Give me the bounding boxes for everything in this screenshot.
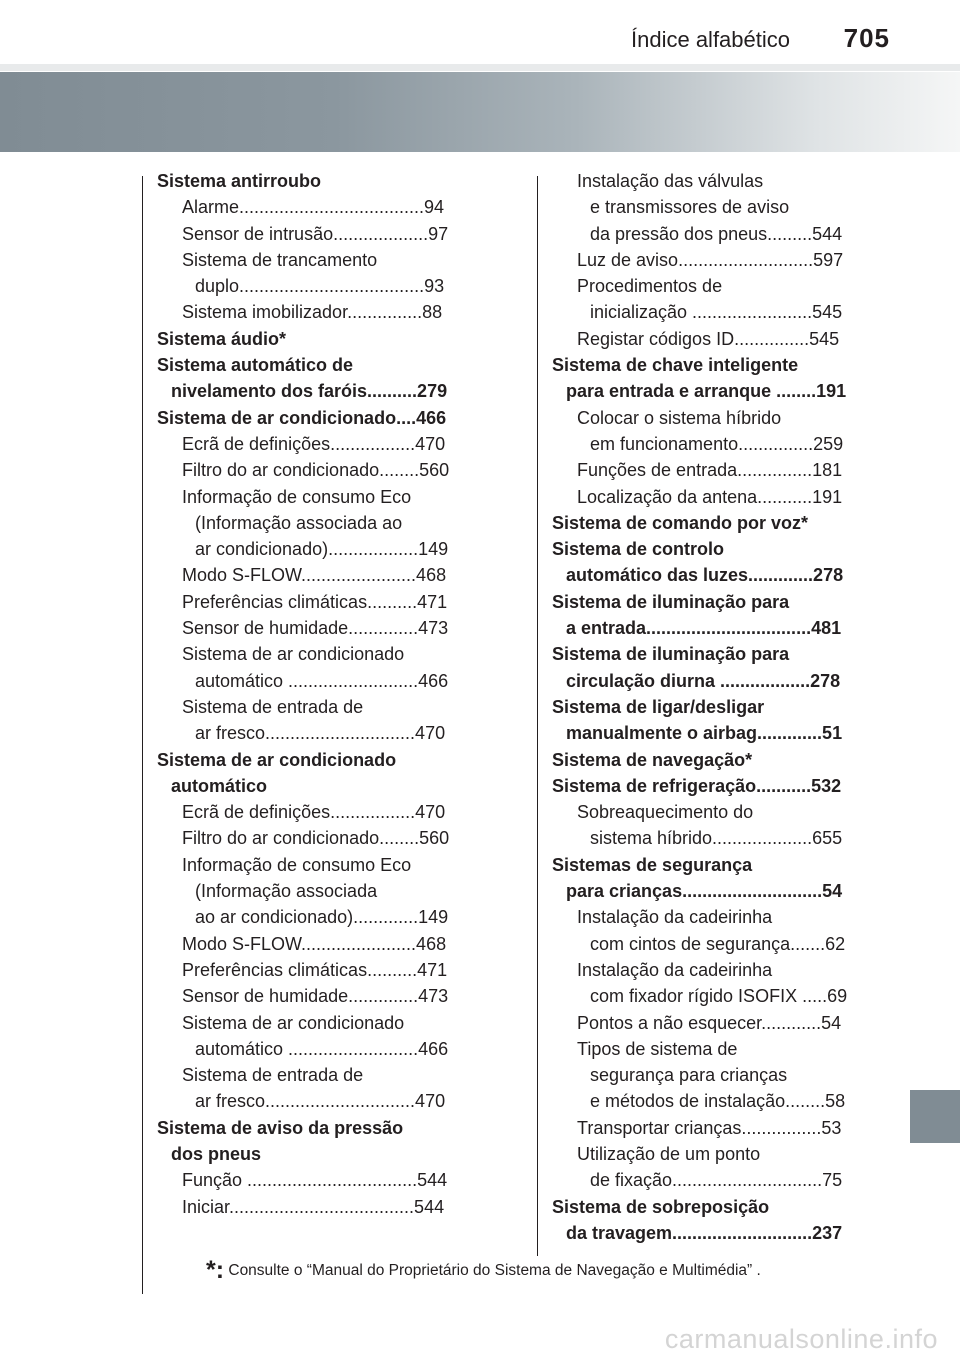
index-entry: sistema híbrido....................655 <box>590 828 843 849</box>
index-entry: Sistema de aviso da pressão <box>157 1117 404 1138</box>
index-entry: Sensor de intrusão...................97 <box>182 223 449 244</box>
index-entry: Sobreaquecimento do <box>577 802 754 823</box>
index-entry: Sistema de ar condicionado <box>182 1012 405 1033</box>
index-entry: Tipos de sistema de <box>577 1038 738 1059</box>
index-entry: Informação de consumo Eco <box>182 486 412 507</box>
index-entry: Ecrã de definições.................470 <box>182 802 446 823</box>
footnote <box>206 1256 761 1285</box>
index-entry: duplo.....................................93 <box>195 276 445 297</box>
index-entry: Sistema de controlo <box>552 539 725 560</box>
index-column-left <box>157 168 465 1220</box>
index-entry: Sistema de ar condicionado <box>157 749 397 770</box>
index-entry: Transportar crianças................53 <box>577 1117 842 1138</box>
index-entry: Sistema de refrigeração...........532 <box>552 775 842 796</box>
index-entry: para entrada e arranque ........191 <box>566 381 847 402</box>
index-entry: Registar códigos ID...............545 <box>577 328 840 349</box>
index-entry: automático das luzes.............278 <box>566 565 844 586</box>
column-rule-left <box>142 176 143 1294</box>
footnote-text: Consulte o “Manual do Proprietário do Sistema de Navegação e Multimédia” . <box>224 1262 761 1279</box>
index-entry: Ecrã de definições.................470 <box>182 433 446 454</box>
index-entry: Sensor de humidade..............473 <box>182 986 449 1007</box>
index-entry: Informação de consumo Eco <box>182 854 412 875</box>
index-entry: ar fresco..............................470 <box>195 1091 446 1112</box>
index-entry: segurança para crianças <box>590 1065 788 1086</box>
index-entry: Sistema antirroubo <box>157 171 322 191</box>
index-entry: Sistema de navegação* <box>552 749 753 770</box>
index-entry: Filtro do ar condicionado........560 <box>182 828 450 849</box>
index-entry: Pontos a não esquecer............54 <box>577 1012 842 1033</box>
index-entry: Funções de entrada...............181 <box>577 460 843 481</box>
index-entry: em funcionamento...............259 <box>590 433 844 454</box>
index-entry: Função ..................................544 <box>182 1170 448 1191</box>
index-entry: ar condicionado)..................149 <box>195 539 449 560</box>
header-rule <box>0 64 960 71</box>
index-entry: automático <box>171 775 268 796</box>
index-entry: da pressão dos pneus.........544 <box>590 223 843 244</box>
index-entry: Instalação da cadeirinha <box>577 959 773 980</box>
index-entry: Sistema de comando por voz* <box>552 512 809 533</box>
index-entry: Sistema imobilizador...............88 <box>182 302 443 323</box>
index-entry: Sensor de humidade..............473 <box>182 618 449 639</box>
index-entry: Preferências climáticas..........471 <box>182 591 448 612</box>
index-entry: Sistema de trancamento <box>182 249 378 270</box>
page-number: 705 <box>843 23 890 53</box>
index-entry: Sistema de ar condicionado <box>182 644 405 665</box>
index-entry: Modo S-FLOW.......................468 <box>182 565 447 586</box>
section-title: Índice alfabético <box>631 27 790 52</box>
index-entry: dos pneus <box>171 1143 262 1164</box>
index-entry: Sistema de entrada de <box>182 1065 364 1086</box>
index-entry: Sistema de iluminação para <box>552 644 790 665</box>
index-entry: de fixação..............................75 <box>590 1170 843 1191</box>
column-rule-middle <box>537 176 538 1256</box>
index-entry: Sistemas de segurança <box>552 854 753 875</box>
watermark: carmanualsonline.info <box>664 1324 938 1354</box>
index-entry: para crianças............................54 <box>566 881 843 902</box>
index-column-right <box>552 168 862 1246</box>
chapter-thumb-tab <box>910 1090 960 1143</box>
index-entry: Procedimentos de <box>577 276 723 297</box>
index-entry: (Informação associada ao <box>195 512 403 533</box>
index-entry: (Informação associada <box>195 881 378 902</box>
index-entry: com cintos de segurança.......62 <box>590 933 846 954</box>
index-entry: automático ..........................466 <box>195 670 449 691</box>
index-entry: Sistema de iluminação para <box>552 591 790 612</box>
index-entry: a entrada.................................481 <box>566 618 842 639</box>
index-entry: da travagem............................237 <box>566 1222 843 1243</box>
index-entry: inicialização ........................545 <box>590 302 843 323</box>
index-entry: ar fresco..............................470 <box>195 723 446 744</box>
index-entry: Preferências climáticas..........471 <box>182 959 448 980</box>
index-entry: Sistema de ar condicionado....466 <box>157 407 447 428</box>
index-entry: Filtro do ar condicionado........560 <box>182 460 450 481</box>
index-entry: circulação diurna ..................278 <box>566 670 841 691</box>
index-entry: Iniciar.....................................544 <box>182 1196 445 1217</box>
index-entry: Sistema de sobreposição <box>552 1196 770 1217</box>
header-banner <box>0 72 960 152</box>
index-entry: ao ar condicionado).............149 <box>195 907 449 928</box>
index-entry: Sistema de entrada de <box>182 696 364 717</box>
index-entry: Sistema de ligar/desligar <box>552 696 765 717</box>
index-entry: Alarme.....................................94 <box>182 197 445 218</box>
page-header <box>0 0 960 64</box>
index-entry: Utilização de um ponto <box>577 1143 761 1164</box>
index-entry: Modo S-FLOW.......................468 <box>182 933 447 954</box>
index-entry: Instalação da cadeirinha <box>577 907 773 928</box>
index-entry: Sistema automático de <box>157 355 354 376</box>
index-entry: manualmente o airbag.............51 <box>566 723 843 744</box>
index-entry: e métodos de instalação........58 <box>590 1091 846 1112</box>
index-entry: Luz de aviso...........................597 <box>577 249 844 270</box>
index-entry: automático ..........................466 <box>195 1038 449 1059</box>
index-entry: Colocar o sistema híbrido <box>577 407 782 428</box>
index-entry: com fixador rígido ISOFIX .....69 <box>590 986 848 1007</box>
index-entry: Sistema áudio* <box>157 328 287 349</box>
index-entry: e transmissores de aviso <box>590 197 790 218</box>
index-entry: Sistema de chave inteligente <box>552 355 799 376</box>
index-entry: Localização da antena...........191 <box>577 486 843 507</box>
footnote-marker: *: <box>206 1256 225 1284</box>
index-entry: Instalação das válvulas <box>577 171 764 191</box>
index-entry: nivelamento dos faróis..........279 <box>171 381 448 402</box>
